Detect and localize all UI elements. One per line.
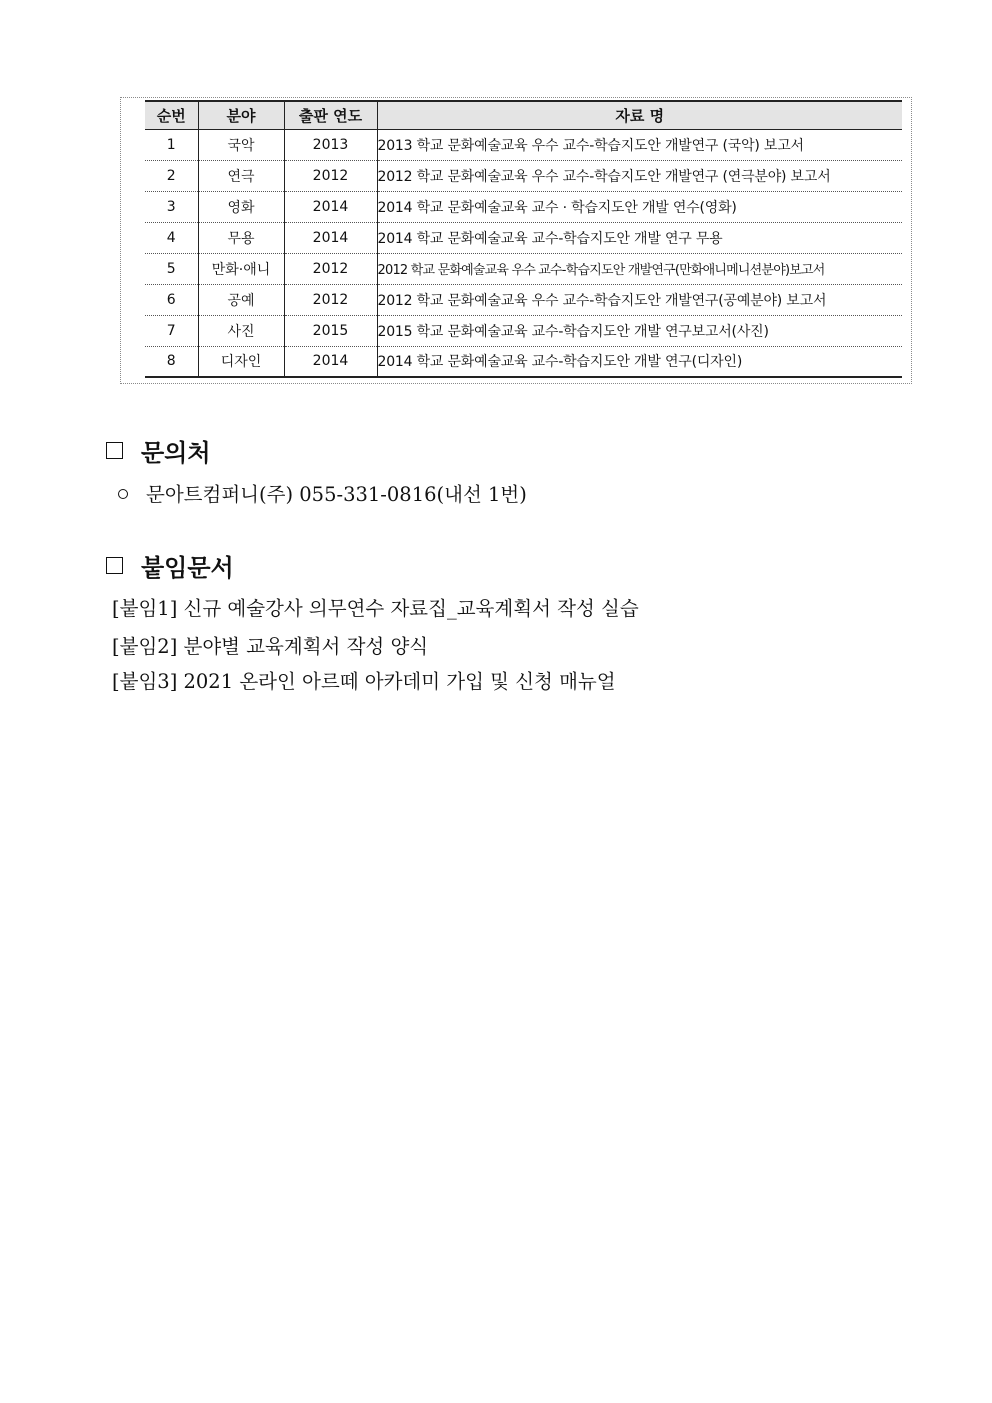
cell-no: 2 — [145, 160, 198, 191]
cell-field: 사진 — [198, 315, 284, 346]
reference-materials-table — [145, 100, 902, 378]
cell-year: 2014 — [284, 191, 377, 222]
cell-title: 2012 학교 문화예술교육 우수 교수-학습지도안 개발연구(만화애니메니션분야)보고서 — [377, 253, 902, 284]
cell-year: 2014 — [284, 346, 377, 377]
cell-year: 2012 — [284, 253, 377, 284]
table-row — [145, 346, 902, 377]
cell-title: 2015 학교 문화예술교육 교수-학습지도안 개발 연구보고서(사진) — [377, 315, 902, 346]
table-row — [145, 222, 902, 253]
cell-title: 2014 학교 문화예술교육 교수 · 학습지도안 개발 연수(영화) — [377, 191, 902, 222]
cell-no: 5 — [145, 253, 198, 284]
cell-title: 2012 학교 문화예술교육 우수 교수-학습지도안 개발연구(공예분야) 보고서 — [377, 284, 902, 315]
cell-no: 6 — [145, 284, 198, 315]
attachments-heading-text: 붙임문서 — [141, 554, 234, 582]
attachments-heading — [106, 548, 234, 583]
table-row — [145, 129, 902, 160]
attachment-item-2: [붙임2] 분야별 교육계획서 작성 양식 — [112, 635, 429, 658]
circle-bullet-icon — [118, 489, 128, 499]
cell-field: 만화·애니 — [198, 253, 284, 284]
table-header-row — [145, 101, 902, 129]
cell-field: 디자인 — [198, 346, 284, 377]
cell-title: 2014 학교 문화예술교육 교수-학습지도안 개발 연구 무용 — [377, 222, 902, 253]
square-bullet-icon — [106, 442, 123, 459]
cell-field: 무용 — [198, 222, 284, 253]
header-title: 자료 명 — [377, 101, 902, 129]
cell-field: 공예 — [198, 284, 284, 315]
cell-year: 2012 — [284, 160, 377, 191]
table-row — [145, 284, 902, 315]
cell-year: 2014 — [284, 222, 377, 253]
contact-heading — [106, 433, 211, 468]
table-row — [145, 253, 902, 284]
cell-no: 4 — [145, 222, 198, 253]
cell-year: 2012 — [284, 284, 377, 315]
contact-line — [118, 479, 527, 507]
cell-year: 2015 — [284, 315, 377, 346]
cell-title: 2013 학교 문화예술교육 우수 교수-학습지도안 개발연구 (국악) 보고서 — [377, 129, 902, 160]
table-row — [145, 160, 902, 191]
table-row — [145, 315, 902, 346]
cell-title: 2012 학교 문화예술교육 우수 교수-학습지도안 개발연구 (연극분야) 보고서 — [377, 160, 902, 191]
header-field: 분야 — [198, 101, 284, 129]
cell-field: 연극 — [198, 160, 284, 191]
cell-title: 2014 학교 문화예술교육 교수-학습지도안 개발 연구(디자인) — [377, 346, 902, 377]
square-bullet-icon — [106, 557, 123, 574]
cell-no: 1 — [145, 129, 198, 160]
attachment-item-3: [붙임3] 2021 온라인 아르떼 아카데미 가입 및 신청 매뉴얼 — [112, 670, 616, 693]
header-no: 순번 — [145, 101, 198, 129]
cell-no: 8 — [145, 346, 198, 377]
cell-year: 2013 — [284, 129, 377, 160]
header-year: 출판 연도 — [284, 101, 377, 129]
cell-no: 3 — [145, 191, 198, 222]
contact-heading-text: 문의처 — [141, 439, 211, 467]
cell-field: 국악 — [198, 129, 284, 160]
table-row — [145, 191, 902, 222]
cell-field: 영화 — [198, 191, 284, 222]
cell-no: 7 — [145, 315, 198, 346]
attachment-item-1: [붙임1] 신규 예술강사 의무연수 자료집_교육계획서 작성 실습 — [112, 597, 639, 620]
contact-text: 문아트컴퍼니(주) 055-331-0816(내선 1번) — [146, 483, 527, 506]
